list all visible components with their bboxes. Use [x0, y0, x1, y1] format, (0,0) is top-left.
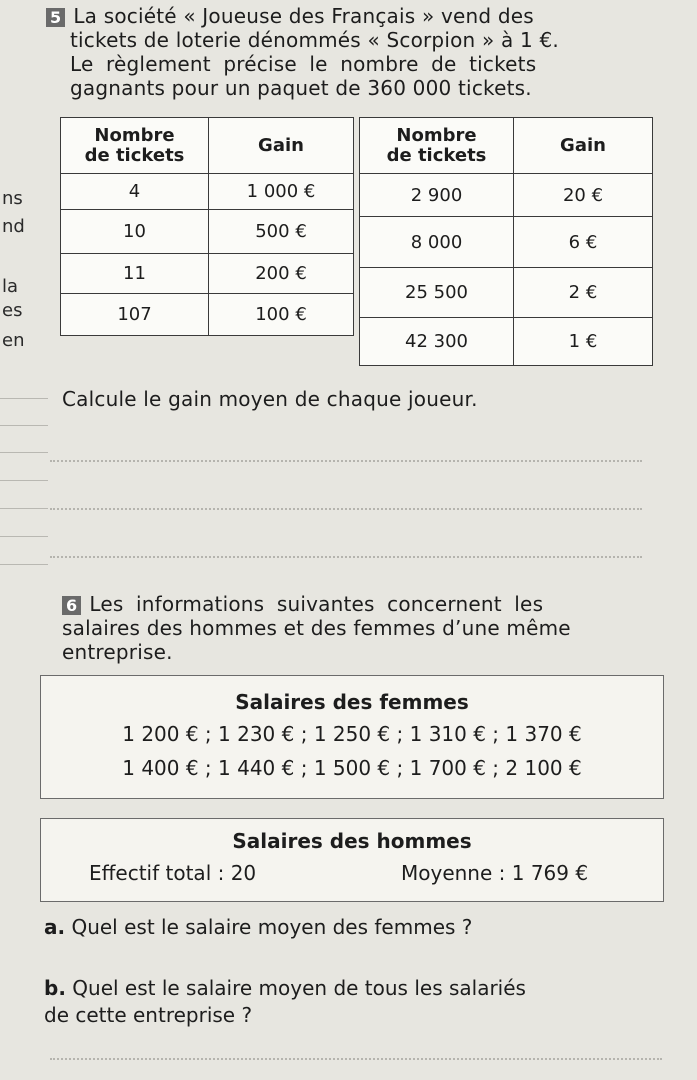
exercise-number: 5 — [46, 8, 65, 27]
answer-line — [50, 460, 642, 462]
exercise-number: 6 — [62, 596, 81, 615]
margin-rule — [0, 536, 48, 537]
exercise-5-statement: 5 La société « Joueuse des Français » vend des tickets de loterie dénommés « Scorpion » à 1 €. Le règlement précise le nombre de tickets gagnants pour un paquet de 360 000 tickets. — [46, 4, 686, 100]
margin-rule — [0, 425, 48, 426]
box-title: Salaires des hommes — [232, 829, 472, 853]
question-b-continued: de cette entreprise ? — [44, 1003, 253, 1027]
salary-list-line: 1 200 € ; 1 230 € ; 1 250 € ; 1 310 € ; 1 370 € — [122, 722, 582, 746]
question-b: b. Quel est le salaire moyen de tous les salariés — [44, 976, 526, 1000]
table-row: 42 300 1 € — [360, 318, 653, 366]
table-row: 11 200 € — [61, 254, 354, 294]
men-headcount: Effectif total : 20 — [89, 861, 257, 885]
exercise-5-question: Calcule le gain moyen de chaque joueur. — [62, 387, 478, 411]
exercise-6-statement: 6 Les informations suivantes concernent les salaires des hommes et des femmes d’une même entreprise. — [62, 592, 571, 664]
prize-table-right — [359, 117, 653, 366]
header-gain: Gain — [209, 118, 354, 174]
table-row: 2 900 20 € — [360, 174, 653, 217]
men-average: Moyenne : 1 769 € — [401, 861, 589, 885]
table-row: 4 1 000 € — [61, 174, 354, 210]
box-title: Salaires des femmes — [235, 690, 469, 714]
margin-fragment: nd — [2, 216, 25, 237]
margin-rule — [0, 398, 48, 399]
women-salaries-box — [40, 675, 664, 799]
answer-line — [50, 1058, 662, 1060]
header-tickets: Nombre de tickets — [360, 118, 514, 174]
answer-line — [50, 508, 642, 510]
table-row: 8 000 6 € — [360, 217, 653, 268]
answer-line — [50, 556, 642, 558]
table-row: 25 500 2 € — [360, 268, 653, 318]
table-row: 10 500 € — [61, 210, 354, 254]
margin-fragment: la — [2, 276, 19, 297]
header-gain: Gain — [514, 118, 653, 174]
header-tickets: Nombre de tickets — [61, 118, 209, 174]
table-row: 107 100 € — [61, 294, 354, 336]
margin-rule — [0, 480, 48, 481]
margin-rule — [0, 452, 48, 453]
margin-fragment: ns — [2, 188, 23, 209]
margin-rule — [0, 508, 48, 509]
margin-fragment: en — [2, 330, 25, 351]
prize-table-left — [60, 117, 354, 336]
salary-list-line: 1 400 € ; 1 440 € ; 1 500 € ; 1 700 € ; 2 100 € — [122, 756, 582, 780]
margin-rule — [0, 564, 48, 565]
question-a: a. Quel est le salaire moyen des femmes ? — [44, 915, 473, 939]
margin-fragment: es — [2, 300, 23, 321]
men-salaries-box — [40, 818, 664, 902]
